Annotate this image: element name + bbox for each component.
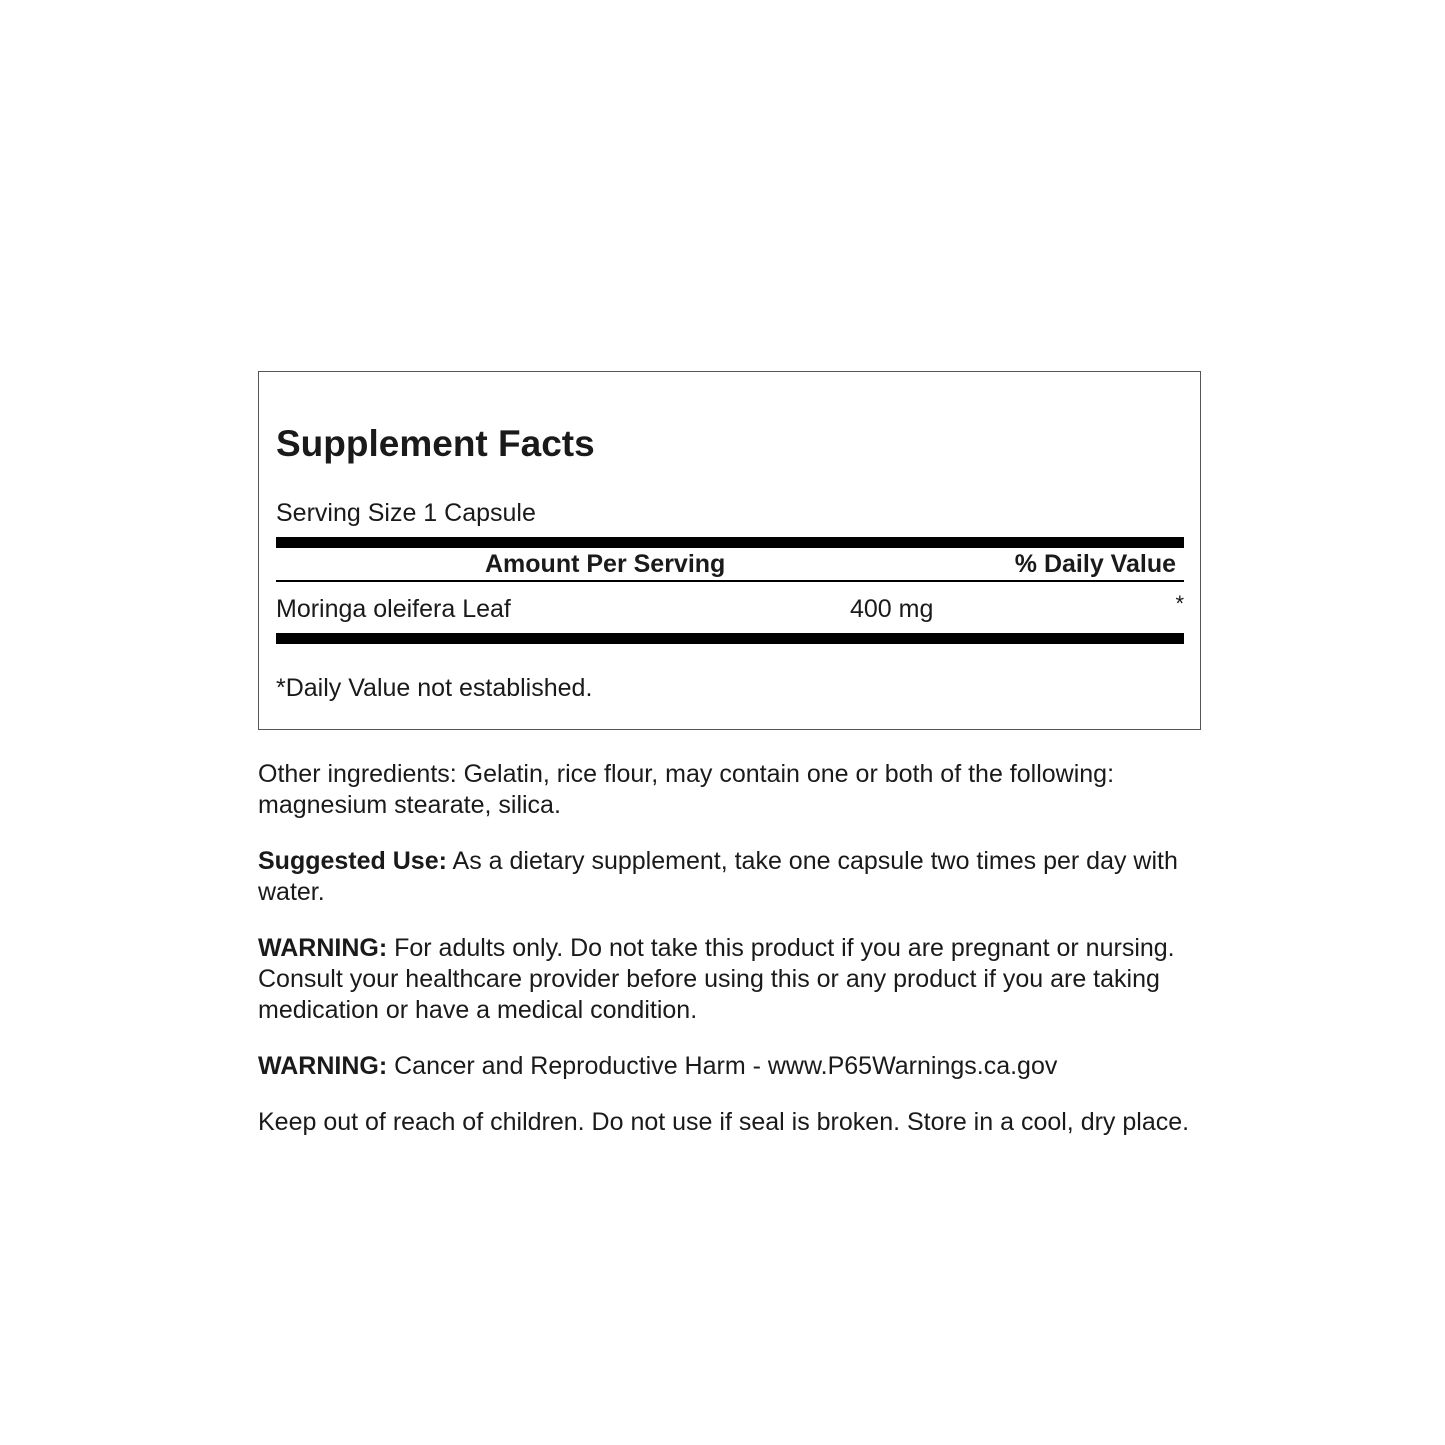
ingredient-name: Moringa oleifera Leaf — [276, 595, 511, 623]
bottom-thick-divider — [276, 633, 1184, 644]
supplement-facts-panel — [258, 371, 1201, 730]
suggested-use — [258, 846, 1208, 908]
amount-per-serving-header: Amount Per Serving — [485, 550, 726, 578]
storage-instructions — [258, 1107, 1208, 1138]
supplement-facts-title: Supplement Facts — [276, 423, 595, 464]
ingredient-daily-value: * — [1175, 591, 1184, 616]
other-ingredients — [258, 759, 1208, 821]
other-ingredients-text: Other ingredients: Gelatin, rice flour, may contain one or both of the following: magnesium stearate, silica. — [258, 760, 1115, 819]
ingredient-amount: 400 mg — [850, 595, 934, 623]
serving-size: Serving Size 1 Capsule — [276, 499, 536, 527]
prop65-warning-text: Cancer and Reproductive Harm - www.P65Warnings.ca.gov — [394, 1052, 1058, 1080]
daily-value-footnote: *Daily Value not established. — [276, 674, 593, 702]
suggested-use-label: Suggested Use: — [258, 847, 447, 875]
daily-value-header: % Daily Value — [1014, 550, 1176, 578]
suggested-use-text: As a dietary supplement, take one capsule two times per day with water. — [258, 847, 1178, 906]
prop65-warning — [258, 1051, 1208, 1082]
adult-warning-label: WARNING: — [258, 934, 388, 962]
top-thick-divider — [276, 537, 1184, 548]
prop65-warning-label: WARNING: — [258, 1052, 388, 1080]
adult-warning-text: For adults only. Do not take this product if you are pregnant or nursing. Consult your healthcare provider before using this or any product if you are taking medication or have a medical condition. — [258, 934, 1175, 1024]
adult-warning — [258, 933, 1208, 1026]
storage-text: Keep out of reach of children. Do not use if seal is broken. Store in a cool, dry place. — [258, 1108, 1190, 1136]
header-divider — [276, 580, 1184, 582]
